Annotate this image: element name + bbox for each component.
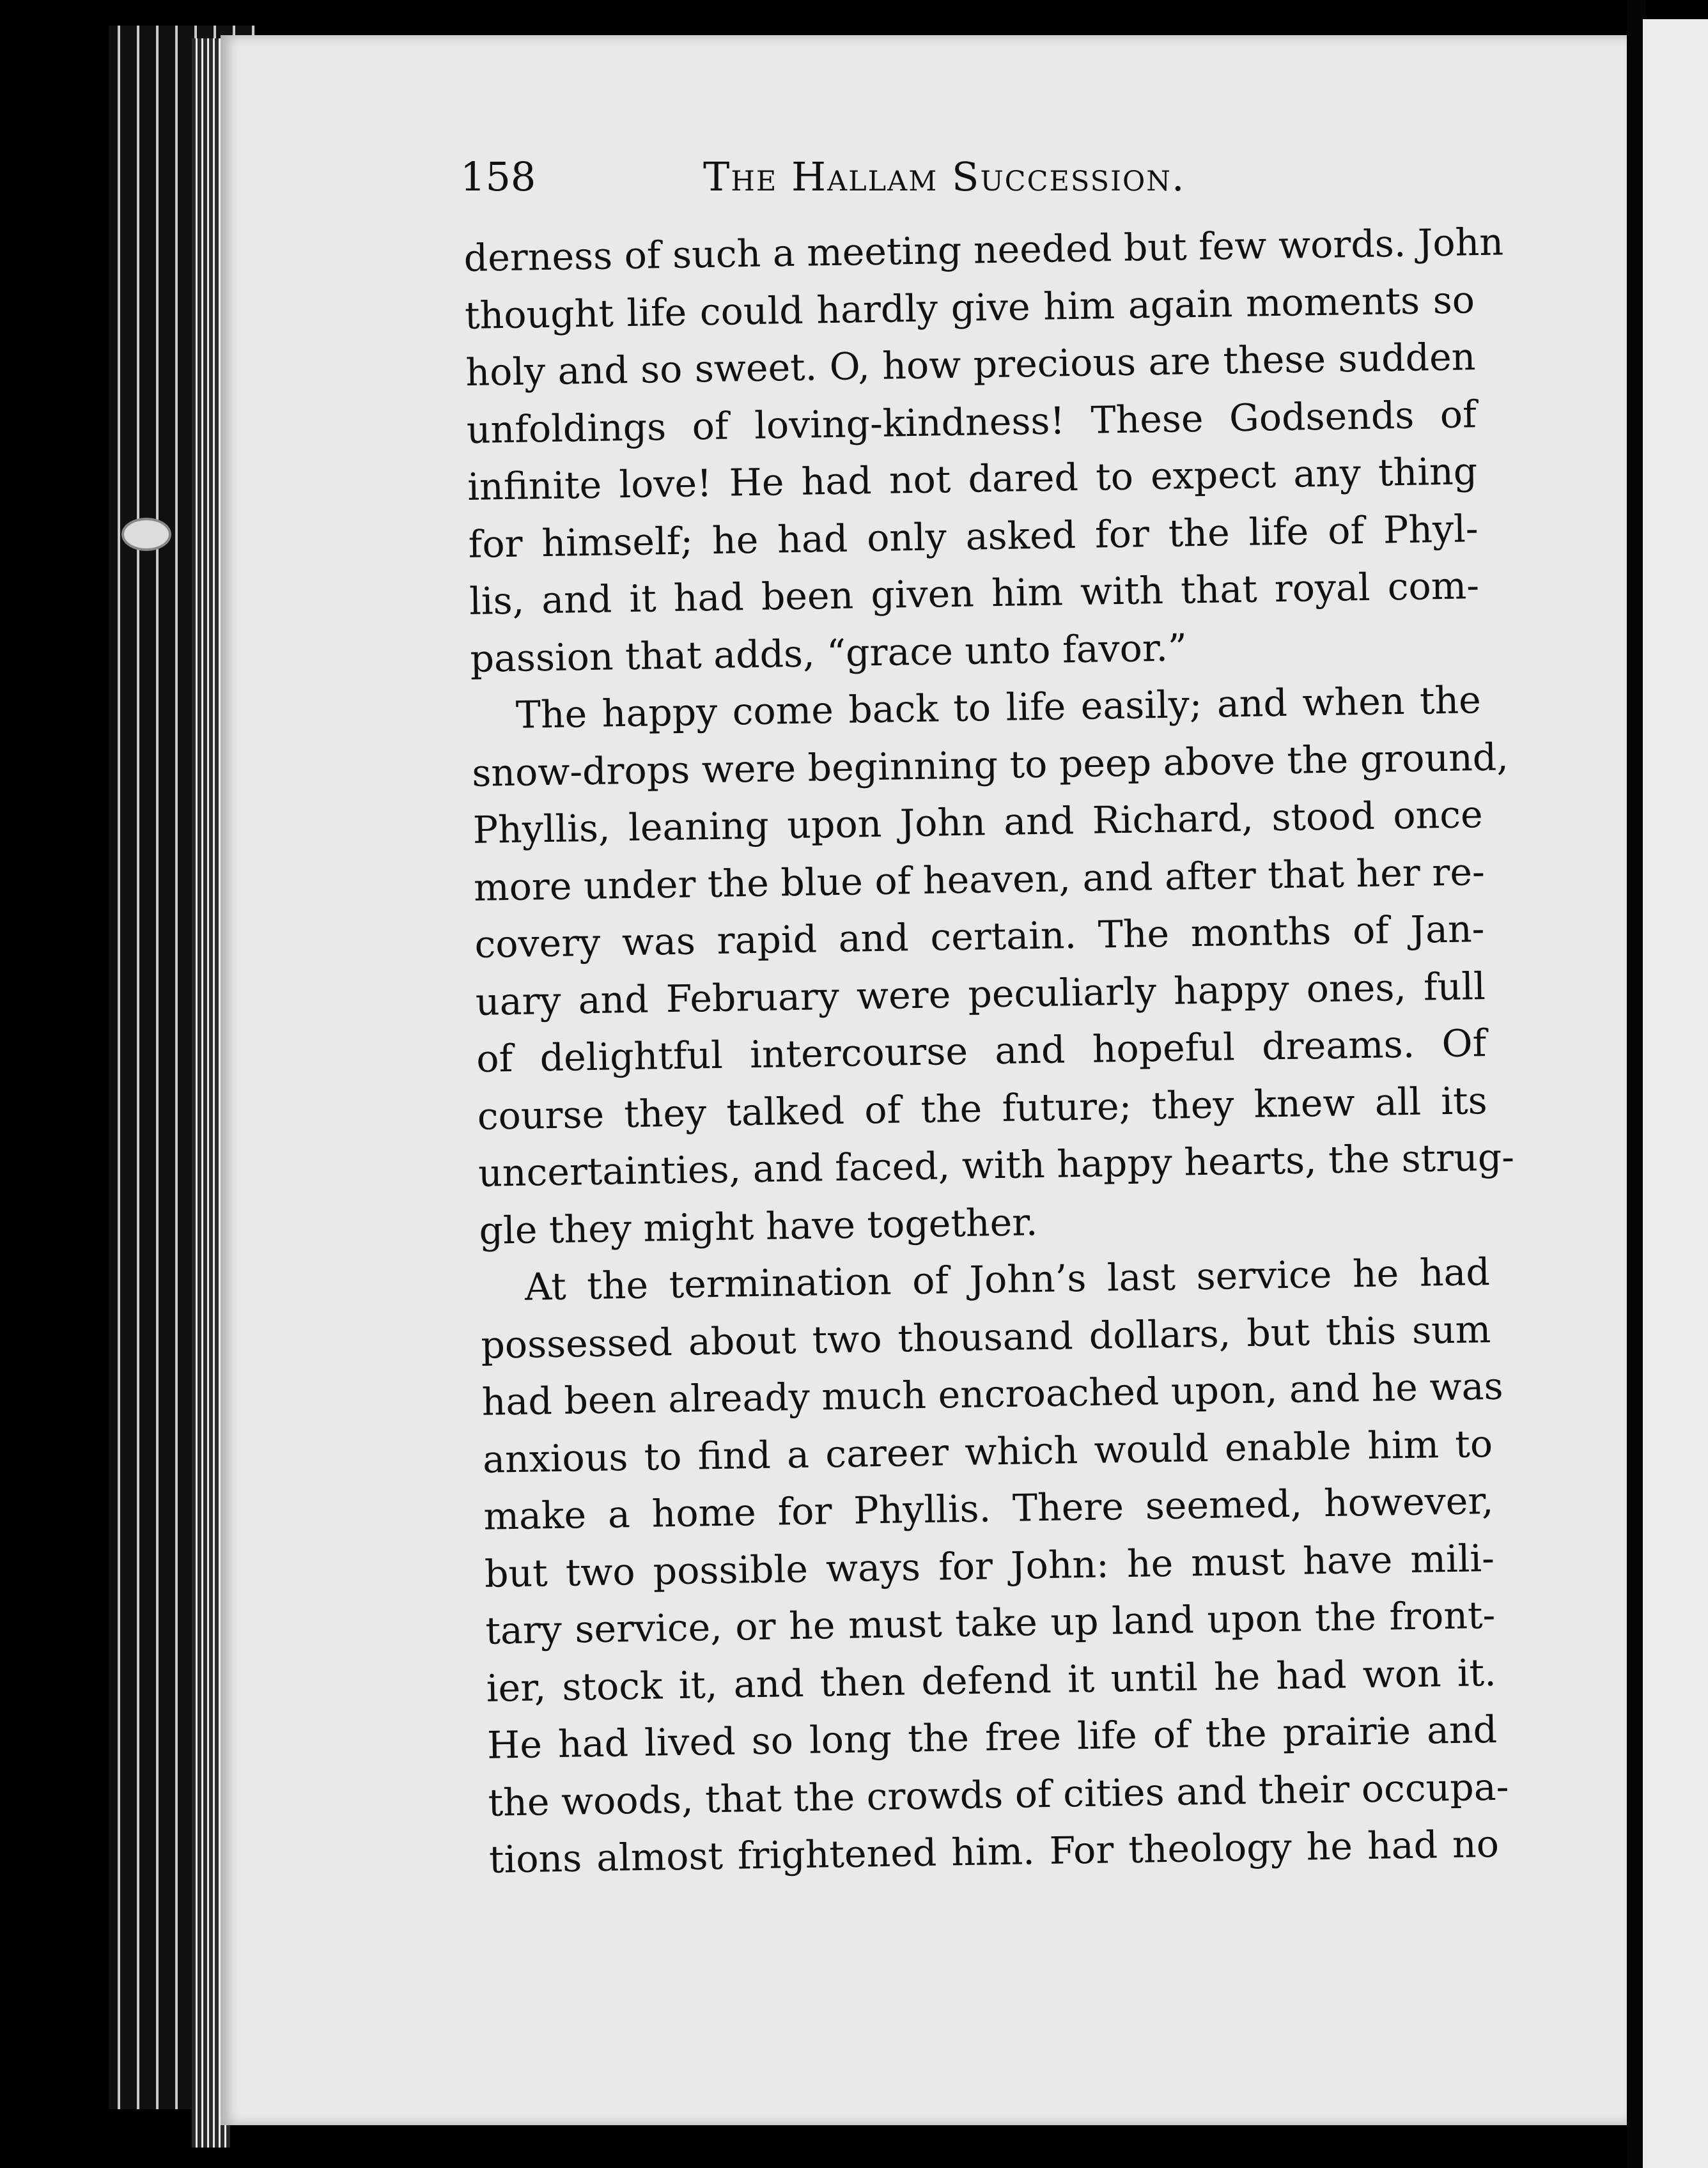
text-line: more under the blue of heaven, and after that her re- (473, 849, 1486, 910)
text-line: snow-drops were beginning to peep above the ground, (471, 734, 1509, 795)
running-head: The Hallam Succession. (703, 153, 1186, 200)
text-line: derness of such a meeting needed but few words. John (463, 220, 1504, 280)
facing-page-edge (1643, 19, 1708, 2168)
page-number: 158 (460, 153, 536, 200)
paragraph (463, 214, 1504, 688)
text-line: ier, stock it, and then defend it until he had won it. (486, 1650, 1497, 1710)
text-line: course they talked of the future; they knew all its (477, 1078, 1488, 1138)
text-line: the woods, that the crowds of cities and their occupa- (488, 1765, 1509, 1825)
paragraph (470, 672, 1515, 1260)
text-line: covery was rapid and certain. The months of Jan- (474, 907, 1485, 966)
text-line: passion that adds, “grace unto favor.” (469, 625, 1188, 681)
text-line: He had lived so long the free life of the prairie and (486, 1707, 1498, 1767)
text-line: At the termination of John’s last service he had (524, 1250, 1491, 1309)
binding-mark (121, 518, 171, 551)
text-line: thought life could hardly give him again moments so (464, 277, 1475, 337)
text-line: gle they might have together. (479, 1200, 1038, 1253)
text-line: unfoldings of loving-kindness! These Godsends of (466, 392, 1477, 452)
text-line: but two possible ways for John: he must have mili- (484, 1536, 1495, 1596)
text-line: Phyllis, leaning upon John and Richard, stood once (472, 793, 1484, 852)
text-line: possessed about two thousand dollars, but this sum (480, 1307, 1491, 1367)
text-line: tary service, or he must take up land upon the front- (485, 1593, 1496, 1653)
text-line: anxious to find a career which would enable him to (482, 1421, 1493, 1482)
text-line: The happy come back to life easily; and when the (515, 678, 1482, 737)
paragraph (479, 1244, 1509, 1889)
text-line: for himself; he had only asked for the life of Phyl- (468, 506, 1479, 566)
text-line: uncertainties, and faced, with happy hearts, the strug- (477, 1135, 1515, 1195)
body-text (463, 214, 1515, 1889)
text-line: infinite love! He had not dared to expect any thing (467, 449, 1478, 509)
text-line: had been already much encroached upon, and he was (481, 1364, 1503, 1424)
text-line: holy and so sweet. O, how precious are these sudden (465, 335, 1476, 394)
text-line: uary and February were peculiarly happy ones, full (475, 964, 1486, 1024)
text-line: of delightful intercourse and hopeful dreams. Of (476, 1021, 1487, 1081)
text-line: lis, and it had been given him with that royal com- (469, 564, 1480, 623)
text-line: make a home for Phyllis. There seemed, however, (483, 1478, 1494, 1538)
page-header (460, 153, 1547, 211)
text-line: tions almost frightened him. For theology he had no (488, 1822, 1500, 1882)
